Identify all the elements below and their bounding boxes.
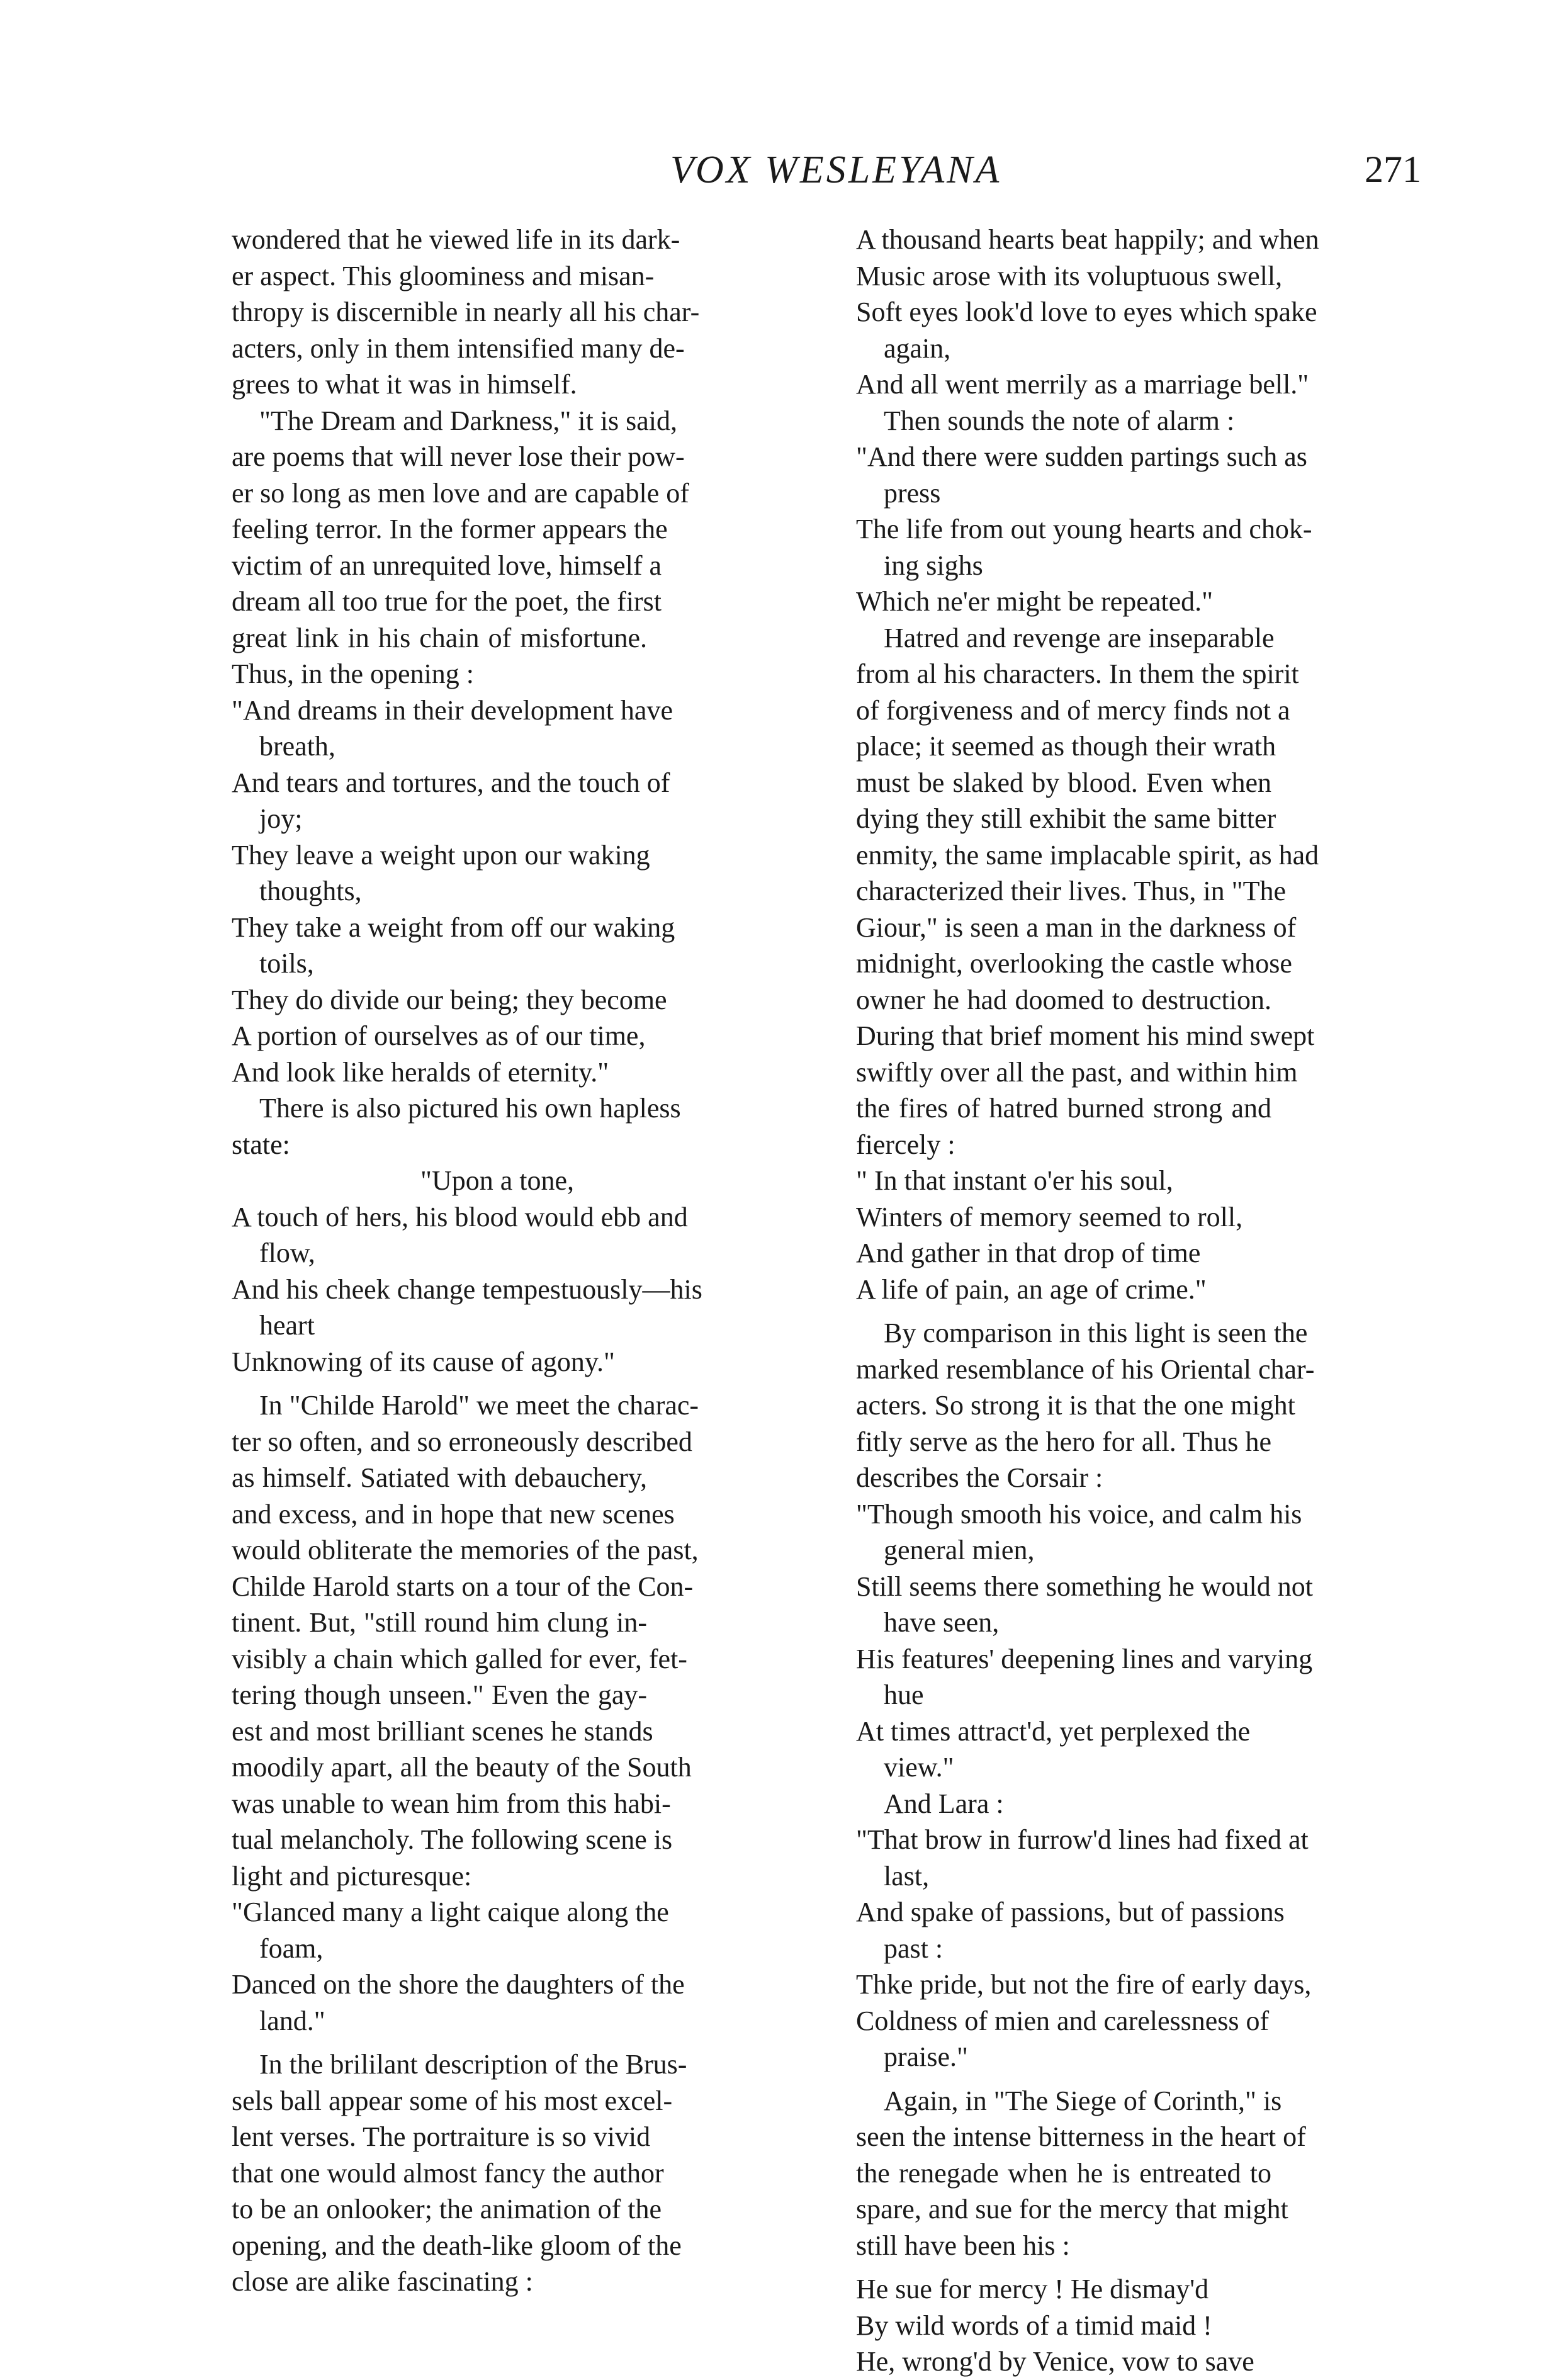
text-line: A touch of hers, his blood would ebb and [232,1201,688,1232]
text-line: Music arose with its voluptuous swell, [856,260,1283,291]
text-line: And tears and tortures, and the touch of [232,767,670,798]
text-line: tinent. But, "still round him clung in- [232,1607,647,1638]
text-line: est and most brilliant scenes he stands [232,1715,653,1747]
text-line: flow, [259,1238,315,1268]
text-line: Thus, in the opening : [232,658,474,689]
text-line: Giour," is seen a man in the darkness of [856,911,1297,943]
text-line: victim of an unrequited love, himself a [232,550,662,581]
text-line: A life of pain, an age of crime." [856,1273,1207,1305]
text-line: His features' deepening lines and varying [856,1643,1313,1674]
text-line: In the brililant description of the Brus- [259,2049,687,2080]
text-line: tual melancholy. The following scene is [232,1824,673,1855]
running-title: VOX WESLEYANA [670,149,1002,191]
text-line: general mien, [884,1535,1035,1565]
text-line: marked resemblance of his Oriental char- [856,1353,1315,1385]
text-line: toils, [259,948,314,979]
text-line: again, [884,332,951,364]
text-line: was unable to wean him from this habi- [232,1788,671,1819]
text-line: They do divide our being; they become [232,984,667,1015]
text-line: describes the Corsair : [856,1462,1103,1493]
text-line: state: [232,1129,290,1160]
text-line: tering though unseen." Even the gay- [232,1679,647,1710]
text-line: " In that instant o'er his soul, [856,1165,1173,1196]
page-number: 271 [1365,149,1421,190]
text-line: And Lara : [884,1788,1004,1819]
text-line: Again, in "The Siege of Corinth," is [884,2085,1282,2116]
text-line: last, [884,1860,930,1892]
text-line: would obliterate the memories of the past, [232,1535,699,1565]
text-line: acters, only in them intensified many de- [232,332,685,364]
text-line: Hatred and revenge are inseparable [884,622,1275,653]
text-line: ing sighs [884,550,983,581]
text-line: Coldness of mien and carelessness of [856,2005,1270,2036]
text-line: praise." [884,2041,969,2072]
text-line: press [884,477,941,509]
text-line: He, wrong'd by Venice, vow to save [856,2346,1254,2377]
text-line: And spake of passions, but of passions [856,1897,1285,1927]
text-line: still have been his : [856,2230,1070,2261]
text-line: And his cheek change tempestuously—his [232,1273,702,1305]
text-line: fiercely : [856,1129,955,1160]
text-line: er so long as men love and are capable of [232,477,689,509]
text-line: "Though smooth his voice, and calm his [856,1498,1302,1530]
text-line: past : [884,1932,944,1964]
text-line: heart [259,1310,315,1341]
text-line: Unknowing of its cause of agony." [232,1346,615,1377]
text-line: light and picturesque: [232,1860,472,1892]
text-line: have seen, [884,1607,1000,1638]
text-line: In "Childe Harold" we meet the charac- [259,1390,699,1421]
text-line: must be slaked by blood. Even when [856,767,1271,798]
text-line: the fires of hatred burned strong and [856,1093,1271,1124]
text-line: A thousand hearts beat happily; and when [856,224,1319,255]
text-line: from al his characters. In them the spirit [856,658,1299,689]
text-line: The life from out young hearts and chok- [856,514,1312,544]
text-line: moodily apart, all the beauty of the South [232,1752,692,1783]
text-line: acters. So strong it is that the one might [856,1390,1295,1421]
text-line: view." [884,1752,954,1783]
text-line: A portion of ourselves as of our time, [232,1020,646,1051]
text-line: And look like heralds of eternity." [232,1056,609,1088]
text-line: foam, [259,1932,324,1964]
text-line: dying they still exhibit the same bitter [856,803,1276,834]
text-line: During that brief moment his mind swept [856,1020,1315,1051]
text-line: At times attract'd, yet perplexed the [856,1715,1251,1747]
text-line: thoughts, [259,876,362,906]
text-line: seen the intense bitterness in the heart of [856,2121,1306,2152]
text-line: characterized their lives. Thus, in "The [856,876,1286,906]
text-line: are poems that will never lose their pow- [232,441,685,472]
text-line: Then sounds the note of alarm : [884,405,1235,436]
text-line: Which ne'er might be repeated." [856,586,1214,617]
text-line: "Glanced many a light caique along the [232,1897,669,1927]
left-column [232,222,702,2300]
text-line: lent verses. The portraiture is so vivid [232,2121,651,2152]
text-line: joy; [259,803,303,834]
text-line: wondered that he viewed life in its dark- [232,224,680,255]
text-line: "The Dream and Darkness," it is said, [259,405,677,436]
text-line: dream all too true for the poet, the first [232,586,662,617]
text-line: Childe Harold starts on a tour of the Con- [232,1571,694,1602]
text-line: as himself. Satiated with debauchery, [232,1462,647,1493]
text-line: Soft eyes look'd love to eyes which spake [856,296,1317,327]
text-line: "And there were sudden partings such as [856,441,1307,472]
text-line: to be an onlooker; the animation of the [232,2194,662,2225]
page-header [0,148,1566,205]
text-line: fitly serve as the hero for all. Thus he [856,1426,1271,1457]
text-line: close are alike fascinating : [232,2266,533,2297]
text-line: the renegade when he is entreated to [856,2157,1271,2189]
text-line: er aspect. This gloominess and misan- [232,260,655,291]
text-line: They take a weight from off our waking [232,911,675,943]
text-line: feeling terror. In the former appears the [232,514,668,544]
text-line: breath, [259,731,335,762]
text-line: Thke pride, but not the fire of early days, [856,1969,1312,2000]
text-line: By comparison in this light is seen the [884,1317,1308,1348]
right-column [856,222,1319,2380]
text-line: midnight, overlooking the castle whose [856,948,1292,979]
text-line: "That brow in furrow'd lines had fixed at [856,1824,1309,1855]
text-line: land." [259,2005,325,2036]
text-line: sels ball appear some of his most excel- [232,2085,673,2116]
text-line: opening, and the death-like gloom of the [232,2230,682,2261]
text-line: grees to what it was in himself. [232,369,577,400]
text-line: They leave a weight upon our waking [232,839,650,871]
text-line: of forgiveness and of mercy finds not a [856,694,1290,726]
text-line: enmity, the same implacable spirit, as had [856,839,1319,871]
text-line: And gather in that drop of time [856,1238,1201,1268]
text-line: Winters of memory seemed to roll, [856,1201,1243,1232]
text-line: great link in his chain of misfortune. [232,622,647,653]
text-line: place; it seemed as though their wrath [856,731,1276,762]
text-line: spare, and sue for the mercy that might [856,2194,1288,2225]
text-line: "And dreams in their development have [232,694,673,726]
text-line: There is also pictured his own hapless [259,1093,681,1124]
text-line: visibly a chain which galled for ever, fet- [232,1643,687,1674]
text-line: By wild words of a timid maid ! [856,2310,1212,2341]
text-line: owner he had doomed to destruction. [856,984,1271,1015]
text-line: and excess, and in hope that new scenes [232,1498,675,1530]
text-line: ter so often, and so erroneously described [232,1426,692,1457]
text-line: thropy is discernible in nearly all his char- [232,296,700,327]
text-line: that one would almost fancy the author [232,2157,664,2189]
text-line: Danced on the shore the daughters of the [232,1969,685,2000]
text-line: hue [884,1679,924,1710]
text-line: swiftly over all the past, and within him [856,1056,1298,1088]
text-line: Still seems there something he would not [856,1571,1313,1602]
text-line: And all went merrily as a marriage bell." [856,369,1309,400]
text-line: "Upon a tone, [420,1165,575,1196]
text-line: He sue for mercy ! He dismay'd [856,2274,1209,2304]
